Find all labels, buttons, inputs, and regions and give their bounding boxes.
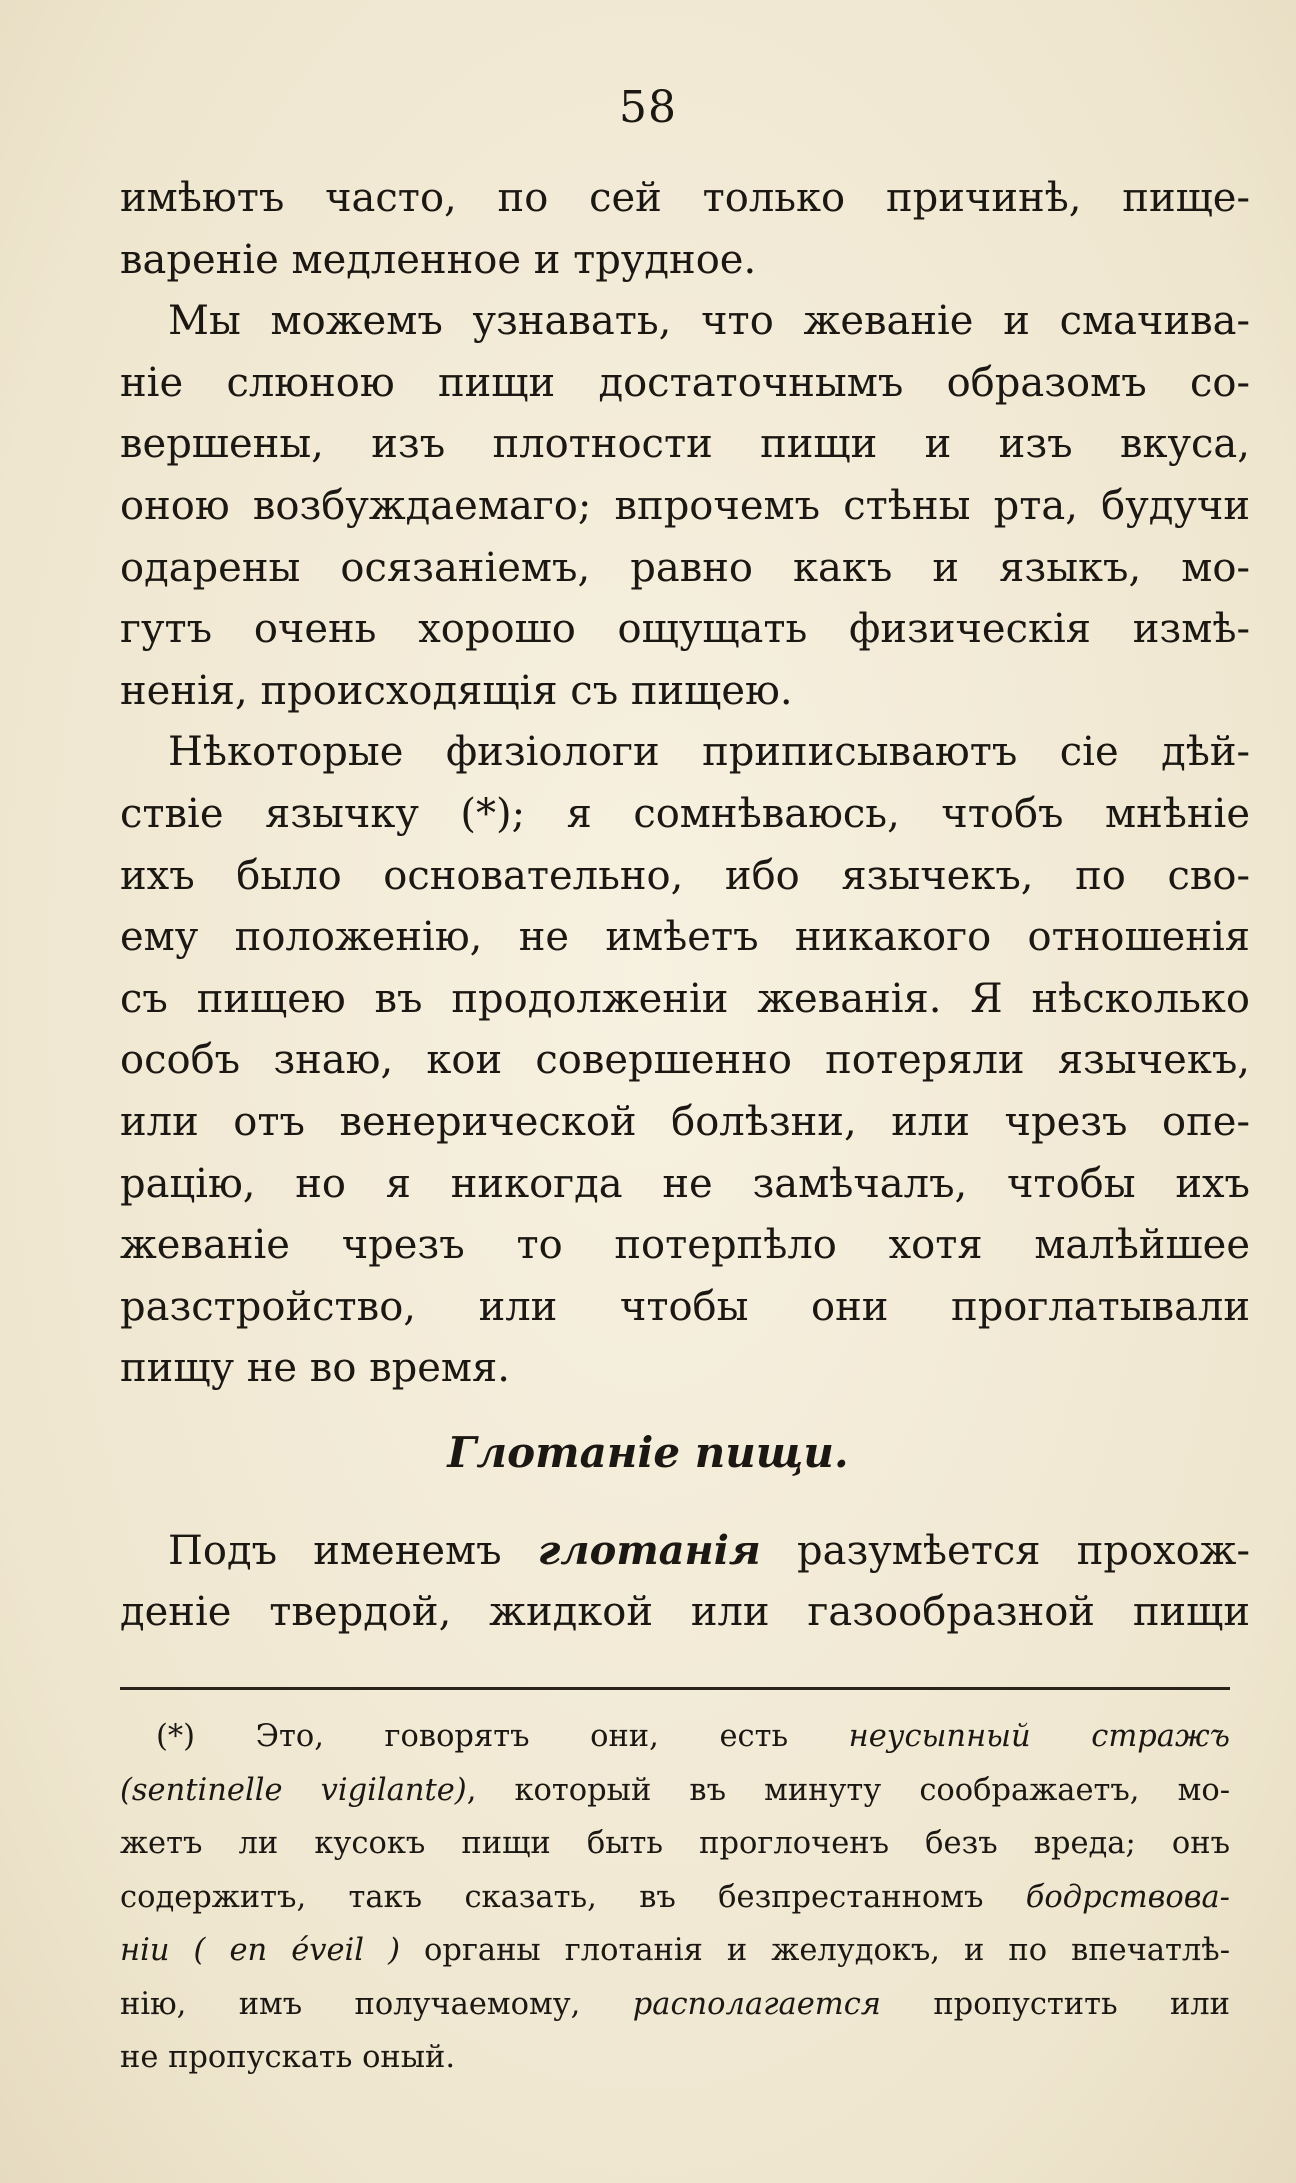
section-heading: Глотаніе пищи. [447,1428,849,1477]
italic-span: (sentinelle vigilante) [120,1772,467,1808]
text-line: разстройство, или чтобы они проглатывали [120,1283,1250,1330]
footnote-line [120,1871,1230,1925]
text-line: съ пищею въ продолженіи жеванія. Я нѣсколько [120,975,1250,1022]
text-line: пищу не во время. [120,1345,510,1392]
text-line: гутъ очень хорошо ощущать физическія измѣ- [120,606,1250,653]
footnote-line: не пропускать оный. [120,2040,456,2075]
text-line: или отъ венерической болѣзни, или чрезъ опе- [120,1098,1250,1145]
text-span: нію, имъ получаемому, [120,1986,633,2022]
main-text [120,168,1250,1400]
section-paragraph [120,1520,1250,1643]
footnote-divider [120,1687,1230,1690]
text-line: оною возбуждаемаго; впрочемъ стѣны рта, будучи [120,482,1250,529]
italic-span: бодрствова- [1025,1879,1230,1915]
text-line: ихъ было основательно, ибо язычекъ, по сво- [120,852,1250,899]
text-line: рацію, но я никогда не замѣчалъ, чтобы ихъ [120,1160,1250,1207]
text-span: разумѣется прохож- [760,1528,1250,1574]
footnote-line [120,1764,1230,1818]
text-span: Подъ именемъ [168,1528,538,1574]
text-line [120,1520,1250,1582]
text-line: одарены осязаніемъ, равно какъ и языкъ, мо- [120,544,1250,591]
footnote-line [120,1978,1230,2032]
text-span: органы глотанія и желудокъ, и по впечатлѣ- [400,1933,1230,1968]
text-span: содержитъ, такъ сказать, въ безпрестанномъ [120,1879,1026,1915]
footnote [120,1710,1230,2085]
text-line: вареніе медленное и трудное. [120,236,757,283]
text-line: особъ знаю, кои совершенно потеряли язычекъ, [120,1037,1250,1084]
text-span: (*) Это, говорятъ они, есть [156,1719,849,1754]
italic-span: неусыпный стражъ [848,1719,1230,1754]
text-line: деніе твердой, жидкой или газообразной пищи [120,1588,1250,1635]
text-line: ему положенію, не имѣетъ никакого отношенія [120,914,1250,961]
text-line: ненія, происходящія съ пищею. [120,667,793,714]
page-number: 58 [619,82,677,133]
text-line: вершены, изъ плотности пищи и изъ вкуса, [120,421,1250,468]
italic-span: располагается [632,1986,881,2022]
text-line: жеваніе чрезъ то потерпѣло хотя малѣйшее [120,1222,1250,1269]
text-line: Нѣкоторые физіологи приписываютъ сіе дѣй- [168,729,1250,776]
footnote-line: жетъ ли кусокъ пищи быть проглоченъ безъ вреда; онъ [120,1826,1230,1861]
text-span: , который въ минуту соображаетъ, мо- [466,1772,1230,1808]
footnote-line [120,1710,1230,1764]
text-line: ніе слюною пищи достаточнымъ образомъ со- [120,359,1250,406]
text-line: имѣютъ часто, по сей только причинѣ, пище- [120,175,1250,221]
text-line: ствіе язычку (*); я сомнѣваюсь, чтобъ мнѣніе [120,790,1250,837]
text-line: Мы можемъ узнавать, что жеваніе и смачива- [168,298,1250,345]
text-span: пропустить или [880,1986,1230,2022]
italic-span: ніи [120,1933,170,1968]
emphasized-term: глотанія [537,1527,761,1574]
footnote-line [120,1924,1230,1978]
italic-span: ( en éveil ) [193,1933,401,1968]
